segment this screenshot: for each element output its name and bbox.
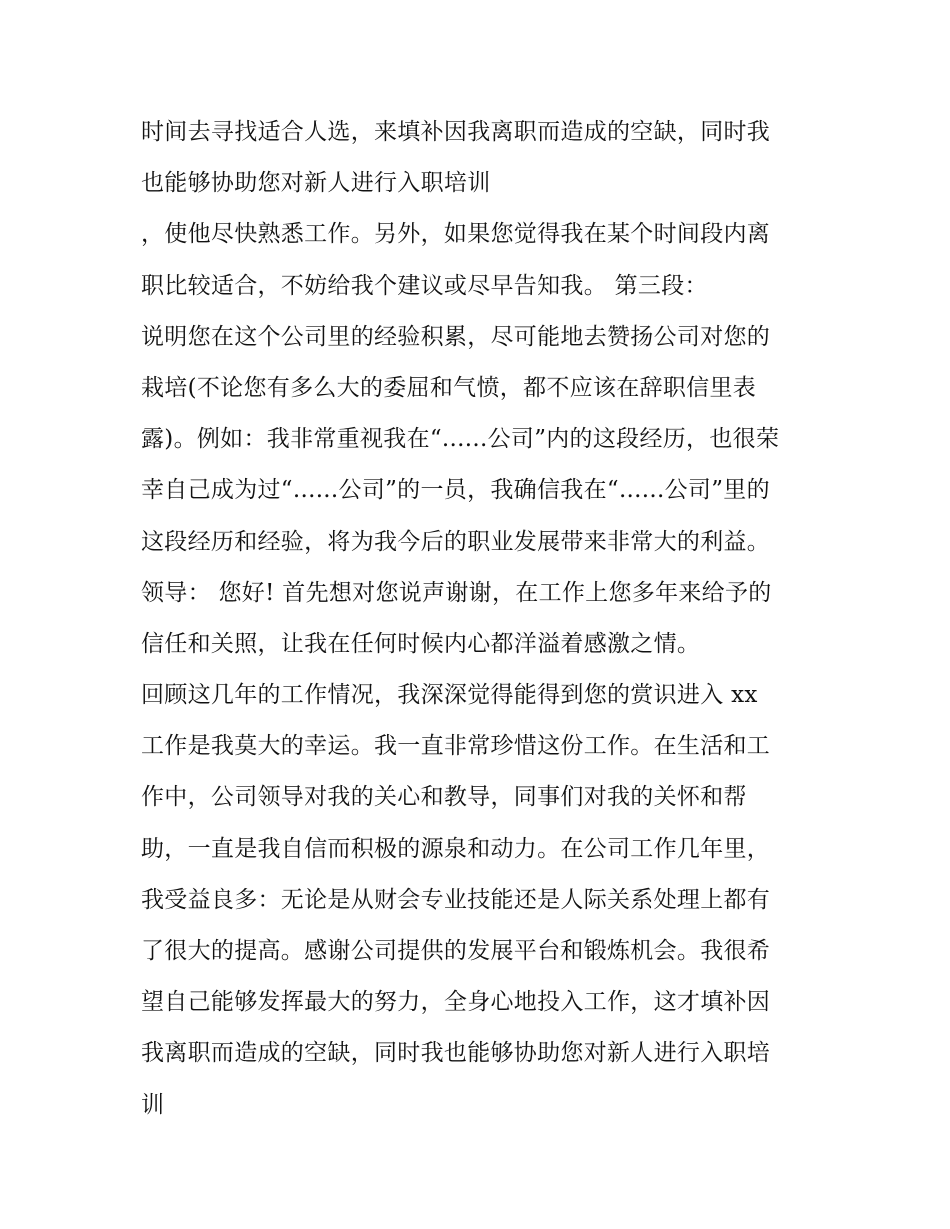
text-line: 工作是我莫大的幸运。我一直非常珍惜这份工作。在生活和工 [141,733,771,760]
text-line: 领导： 您好! 首先想对您说声谢谢，在工作上您多年来给予的 [141,579,772,606]
text-line: 了很大的提高。感谢公司提供的发展平台和锻炼机会。我很希 [141,938,771,964]
text-line: 我离职而造成的空缺，同时我也能够协助您对新人进行入职培 [141,1040,771,1067]
text-line: 训 [141,1091,165,1118]
text-line: 说明您在这个公司里的经验积累，尽可能地去赞扬公司对您的 [141,323,771,350]
text-line: ，使他尽快熟悉工作。另外，如果您觉得我在某个时间段内离 [141,221,771,248]
text-line: 栽培(不论您有多么大的委屈和气愤，都不应该在辞职信里表 [141,374,757,401]
text-line: 望自己能够发挥最大的努力，全身心地投入工作，这才填补因 [141,989,771,1016]
text-line: 助，一直是我自信而积极的源泉和动力。在公司工作几年里， [141,835,771,862]
text-line: 作中，公司领导对我的关心和教导，同事们对我的关怀和帮 [141,784,747,811]
text-line: 也能够协助您对新人进行入职培训 [141,170,491,197]
text-line: 我受益良多：无论是从财会专业技能还是人际关系处理上都有 [141,886,771,913]
text-line: 职比较适合，不妨给我个建议或尽早告知我。 第三段： [141,272,708,299]
body-text [141,107,821,1131]
text-line: 幸自己成为过“......公司”的一员，我确信我在“......公司”里的 [141,477,770,504]
text-line: 时间去寻找适合人选，来填补因我离职而造成的空缺，同时我 [141,119,771,145]
text-line: 信任和关照，让我在任何时候内心都洋溢着感激之情。 [141,630,701,657]
text-line: 回顾这几年的工作情况，我深深觉得能得到您的赏识进入 xx [141,682,758,709]
text-line: 这段经历和经验，将为我今后的职业发展带来非常大的利益。 [141,528,771,555]
text-line: 露)。例如：我非常重视我在“......公司”内的这段经历，也很荣 [141,426,780,453]
